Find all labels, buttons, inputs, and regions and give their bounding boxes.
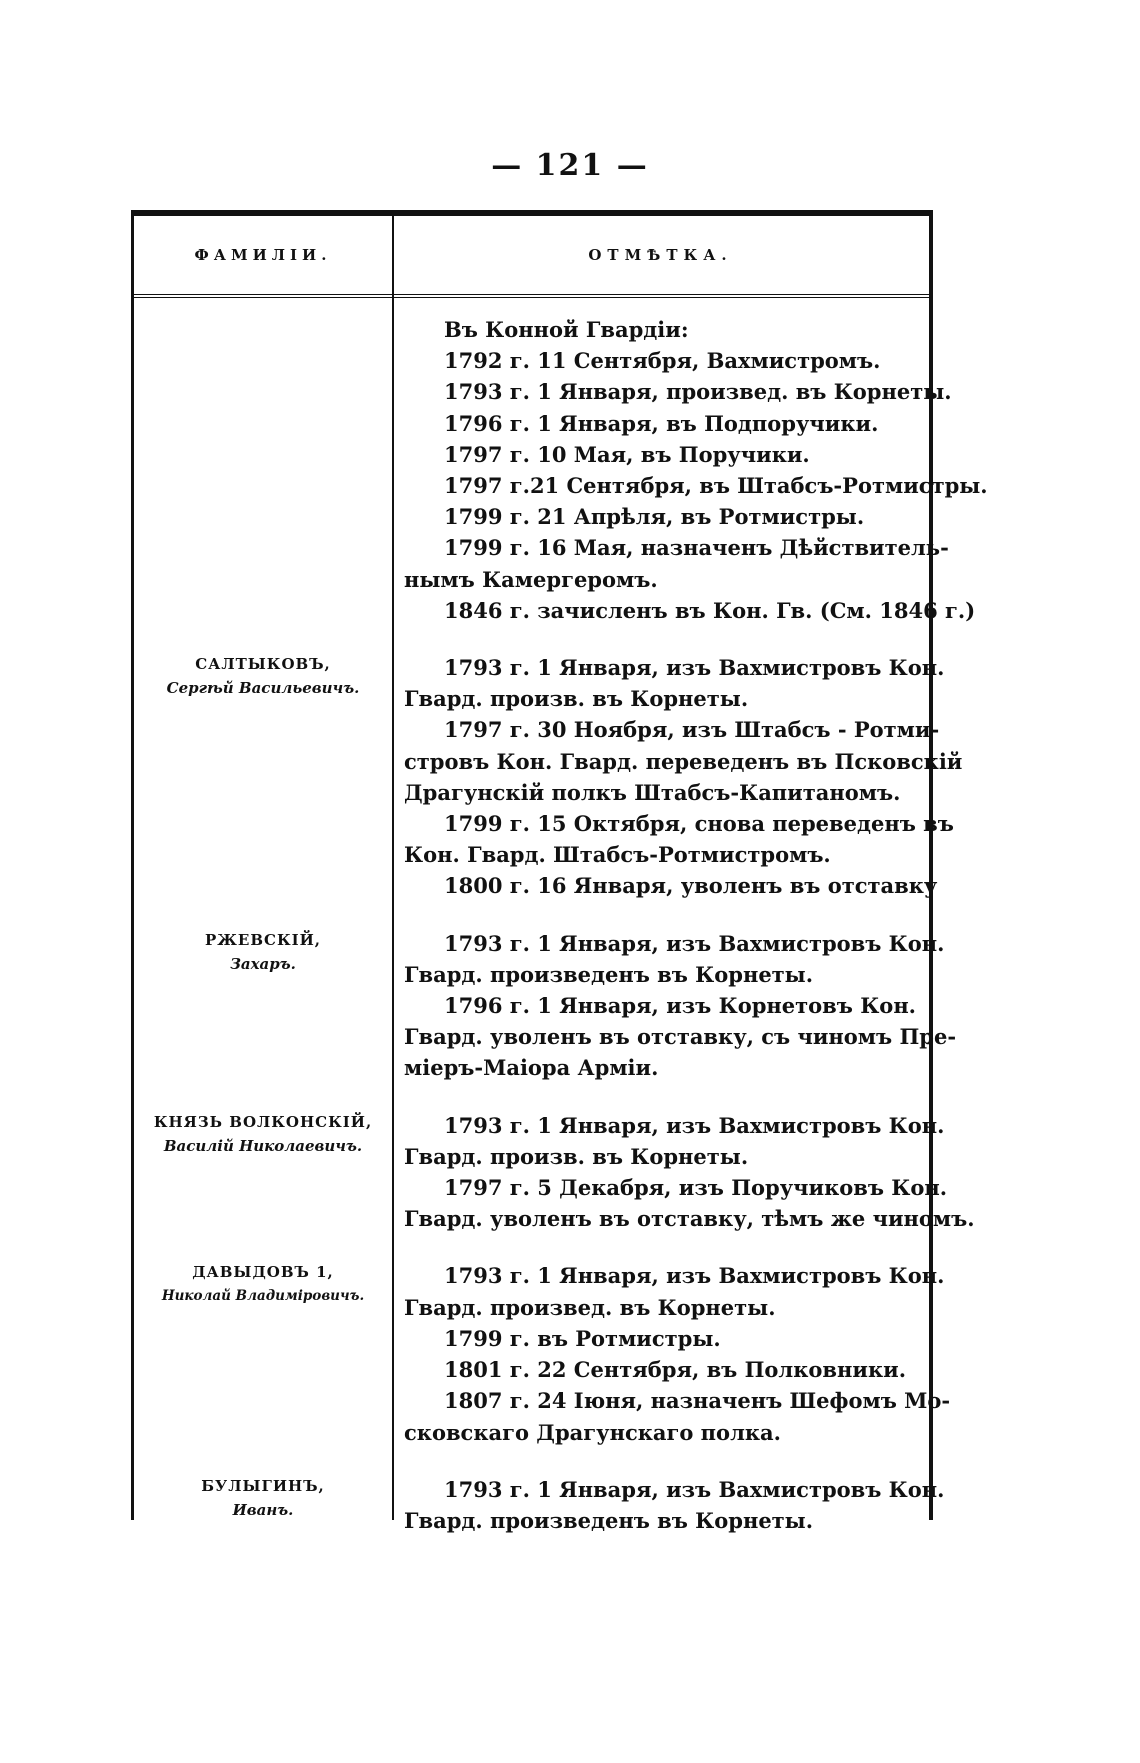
note-line: 1792 г. 11 Сентября, Вахмистромъ. — [444, 348, 881, 374]
person-given-name: Иванъ. — [232, 1501, 294, 1519]
person-bulygin — [134, 1474, 392, 1522]
note-line: Гвард. произв. въ Корнеты. — [404, 686, 749, 712]
note-line: Гвард. произв. въ Корнеты. — [404, 1143, 749, 1169]
note-line: Гвард. произвед. въ Корнеты. — [404, 1294, 776, 1320]
person-given-name: Василій Николаевичъ. — [163, 1137, 363, 1155]
note-line: 1797 г.21 Сентября, въ Штабсъ-Ротмистры. — [444, 473, 988, 499]
note-line: Кон. Гвард. Штабсъ-Ротмистромъ. — [404, 842, 831, 868]
person-surname: ДАВЫДОВЪ 1, — [192, 1263, 334, 1281]
person-surname: РЖЕВСКІЙ, — [204, 931, 322, 949]
column-divider — [392, 216, 394, 1520]
person-given-name: Николай Владиміровичъ. — [161, 1288, 365, 1304]
person-surname: КНЯЗЬ ВОЛКОНСКІЙ, — [153, 1113, 373, 1131]
note-line: 1846 г. зачисленъ въ Кон. Гв. (См. 1846 г.) — [444, 597, 976, 623]
note-line: 1796 г. 1 Января, изъ Корнетовъ Кон. — [444, 993, 916, 1019]
note-line: сковскаго Драгунскаго полка. — [404, 1419, 781, 1445]
note-line: 1799 г. 21 Апрѣля, въ Ротмистры. — [444, 504, 865, 530]
page-number: — 121 — — [491, 148, 649, 183]
person-given-name: Сергѣй Васильевичъ. — [166, 679, 360, 697]
note-line: 1793 г. 1 Января, изъ Вахмистровъ Кон. — [444, 1476, 945, 1502]
note-line: 1793 г. 1 Января, изъ Вахмистровъ Кон. — [444, 930, 945, 956]
note-line: 1799 г. 15 Октября, снова переведенъ въ — [444, 811, 954, 837]
note-line: 1797 г. 5 Декабря, изъ Поручиковъ Кон. — [444, 1175, 948, 1201]
note-line: 1793 г. 1 Января, изъ Вахмистровъ Кон. — [444, 655, 945, 681]
entry — [404, 1110, 975, 1235]
note-line: 1796 г. 1 Января, въ Подпоручики. — [444, 410, 879, 436]
note-line: 1801 г. 22 Сентября, въ Полковники. — [444, 1357, 906, 1383]
note-line: Гвард. уволенъ въ отставку, съ чиномъ Пре- — [404, 1024, 957, 1050]
note-line: нымъ Камергеромъ. — [404, 566, 658, 592]
person-surname: САЛТЫКОВЪ, — [195, 655, 331, 673]
entry — [404, 928, 957, 1084]
note-line: стровъ Кон. Гвард. переведенъ въ Псковскій — [404, 748, 963, 774]
note-line: 1793 г. 1 Января, произвед. въ Корнеты. — [444, 379, 952, 405]
note-line: міеръ-Маіора Арміи. — [404, 1055, 659, 1081]
note-line: 1799 г. въ Ротмистры. — [444, 1325, 721, 1351]
note-line: Гвард. произведенъ въ Корнеты. — [404, 1507, 814, 1533]
person-rzhevsky — [134, 928, 392, 976]
note-line: 1793 г. 1 Января, изъ Вахмистровъ Кон. — [444, 1112, 945, 1138]
entry — [404, 1260, 951, 1447]
entry — [404, 652, 963, 902]
person-saltykov — [134, 652, 392, 700]
records-table — [131, 210, 988, 1533]
person-surname: БУЛЫГИНЪ, — [201, 1477, 325, 1495]
header-surnames: ФАМИЛІИ. — [194, 246, 332, 264]
entry — [404, 1474, 945, 1536]
note-line: 1797 г. 10 Мая, въ Поручики. — [444, 441, 810, 467]
note-line: Гвард. произведенъ въ Корнеты. — [404, 961, 814, 987]
notes-column — [404, 314, 988, 1536]
note-line: Въ Конной Гвардіи: — [444, 317, 689, 342]
person-volkonsky — [134, 1110, 392, 1158]
note-line: 1807 г. 24 Іюня, назначенъ Шефомъ Мо- — [444, 1388, 951, 1414]
person-davydov — [134, 1260, 392, 1308]
header-notes: ОТМѢТКА. — [588, 246, 733, 264]
table-header — [134, 216, 929, 298]
note-line: 1797 г. 30 Ноября, изъ Штабсъ - Ротми- — [444, 717, 940, 743]
note-line: 1793 г. 1 Января, изъ Вахмистровъ Кон. — [444, 1263, 945, 1289]
entry — [404, 314, 988, 626]
note-line: 1800 г. 16 Января, уволенъ въ отставку — [444, 873, 938, 899]
note-line: 1799 г. 16 Мая, назначенъ Дѣйствитель- — [444, 535, 949, 561]
note-line: Гвард. уволенъ въ отставку, тѣмъ же чиномъ. — [404, 1206, 975, 1232]
note-line: Драгунскій полкъ Штабсъ-Капитаномъ. — [404, 779, 901, 805]
person-given-name: Захаръ. — [230, 955, 296, 973]
